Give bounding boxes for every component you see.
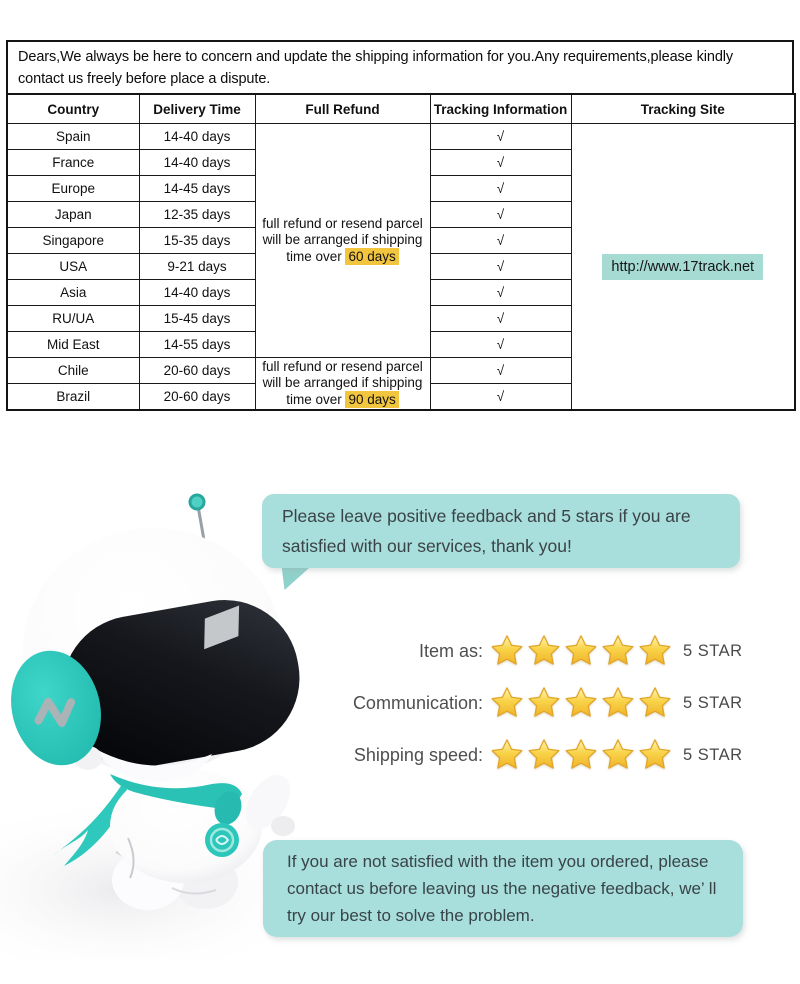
tracking-check: √ bbox=[430, 306, 571, 332]
tracking-check: √ bbox=[430, 150, 571, 176]
delivery-cell: 9-21 days bbox=[139, 254, 255, 280]
header-tracking-site: Tracking Site bbox=[571, 94, 795, 124]
star-rating bbox=[490, 738, 675, 772]
delivery-cell: 14-40 days bbox=[139, 124, 255, 150]
star-icon bbox=[638, 738, 672, 772]
intro-note: Dears,We always be here to concern and update the shipping information for you.Any requirements,please kindly contact us freely before place a dispute. bbox=[6, 40, 794, 93]
delivery-cell: 20-60 days bbox=[139, 358, 255, 384]
star-icon bbox=[527, 634, 561, 668]
delivery-cell: 14-55 days bbox=[139, 332, 255, 358]
tracking-check: √ bbox=[430, 280, 571, 306]
country-cell: Singapore bbox=[7, 228, 139, 254]
tracking-check: √ bbox=[430, 254, 571, 280]
star-icon bbox=[601, 738, 635, 772]
tracking-check: √ bbox=[430, 176, 571, 202]
country-cell: USA bbox=[7, 254, 139, 280]
star-icon bbox=[490, 634, 524, 668]
rating-value-text: 5 STAR bbox=[683, 745, 743, 764]
country-cell: Europe bbox=[7, 176, 139, 202]
delivery-cell: 14-40 days bbox=[139, 150, 255, 176]
feedback-section bbox=[0, 490, 800, 984]
star-rating bbox=[490, 634, 675, 668]
delivery-cell: 15-45 days bbox=[139, 306, 255, 332]
tracking-check: √ bbox=[430, 124, 571, 150]
delivery-cell: 14-40 days bbox=[139, 280, 255, 306]
refund-policy-text: full refund or resend parcel will be arranged if shipping time over bbox=[262, 358, 423, 407]
country-cell: Spain bbox=[7, 124, 139, 150]
star-icon bbox=[527, 686, 561, 720]
shipping-info-section bbox=[6, 40, 794, 411]
country-cell: France bbox=[7, 150, 139, 176]
right-hand bbox=[271, 816, 295, 836]
delivery-cell: 14-45 days bbox=[139, 176, 255, 202]
country-cell: Chile bbox=[7, 358, 139, 384]
header-delivery-time: Delivery Time bbox=[139, 94, 255, 124]
table-header-row bbox=[7, 94, 795, 124]
country-cell: Asia bbox=[7, 280, 139, 306]
star-icon bbox=[601, 634, 635, 668]
star-icon bbox=[638, 686, 672, 720]
tracking-check: √ bbox=[430, 202, 571, 228]
tracking-site-cell bbox=[571, 124, 795, 411]
star-icon bbox=[490, 738, 524, 772]
country-cell: Mid East bbox=[7, 332, 139, 358]
refund-policy-cell bbox=[255, 358, 430, 411]
speech-bubble-text: Please leave positive feedback and 5 stars if you are satisfied with our services, thank you! bbox=[282, 506, 691, 556]
star-icon bbox=[490, 686, 524, 720]
delivery-cell: 15-35 days bbox=[139, 228, 255, 254]
header-full-refund: Full Refund bbox=[255, 94, 430, 124]
country-cell: Brazil bbox=[7, 384, 139, 411]
shipping-table bbox=[6, 93, 796, 411]
star-icon bbox=[527, 738, 561, 772]
refund-days-highlight: 60 days bbox=[345, 248, 398, 265]
rating-row-shipping-speed bbox=[335, 736, 775, 774]
rating-row-item-as bbox=[335, 632, 775, 670]
country-cell: RU/UA bbox=[7, 306, 139, 332]
star-icon bbox=[564, 686, 598, 720]
star-rating bbox=[490, 686, 675, 720]
tracking-check: √ bbox=[430, 332, 571, 358]
refund-policy-cell bbox=[255, 124, 430, 358]
country-cell: Japan bbox=[7, 202, 139, 228]
star-icon bbox=[638, 634, 672, 668]
antenna-icon bbox=[190, 495, 204, 540]
rating-label: Communication: bbox=[352, 692, 483, 713]
dispute-note-text: If you are not satisfied with the item you ordered, please contact us before leaving us the negative feedback, we’ ll try our best to solve the problem. bbox=[287, 852, 717, 925]
star-icon bbox=[601, 686, 635, 720]
tracking-site-link[interactable]: http://www.17track.net bbox=[602, 254, 763, 280]
refund-policy-text: full refund or resend parcel will be arranged if shipping time over bbox=[262, 215, 423, 264]
table-row bbox=[7, 124, 795, 150]
rating-value-text: 5 STAR bbox=[683, 693, 743, 712]
rating-row-communication bbox=[335, 684, 775, 722]
rating-label: Item as: bbox=[418, 640, 483, 661]
delivery-cell: 12-35 days bbox=[139, 202, 255, 228]
star-icon bbox=[564, 634, 598, 668]
star-icon bbox=[564, 738, 598, 772]
speech-bubble bbox=[262, 494, 740, 568]
header-country: Country bbox=[7, 94, 139, 124]
tracking-check: √ bbox=[430, 384, 571, 411]
header-tracking-information: Tracking Information bbox=[430, 94, 571, 124]
tracking-check: √ bbox=[430, 228, 571, 254]
dispute-note bbox=[263, 840, 743, 937]
tracking-check: √ bbox=[430, 358, 571, 384]
ratings-block bbox=[335, 632, 775, 788]
rating-value-text: 5 STAR bbox=[683, 641, 743, 660]
refund-days-highlight: 90 days bbox=[345, 391, 398, 408]
rating-label: Shipping speed: bbox=[353, 744, 483, 765]
delivery-cell: 20-60 days bbox=[139, 384, 255, 411]
